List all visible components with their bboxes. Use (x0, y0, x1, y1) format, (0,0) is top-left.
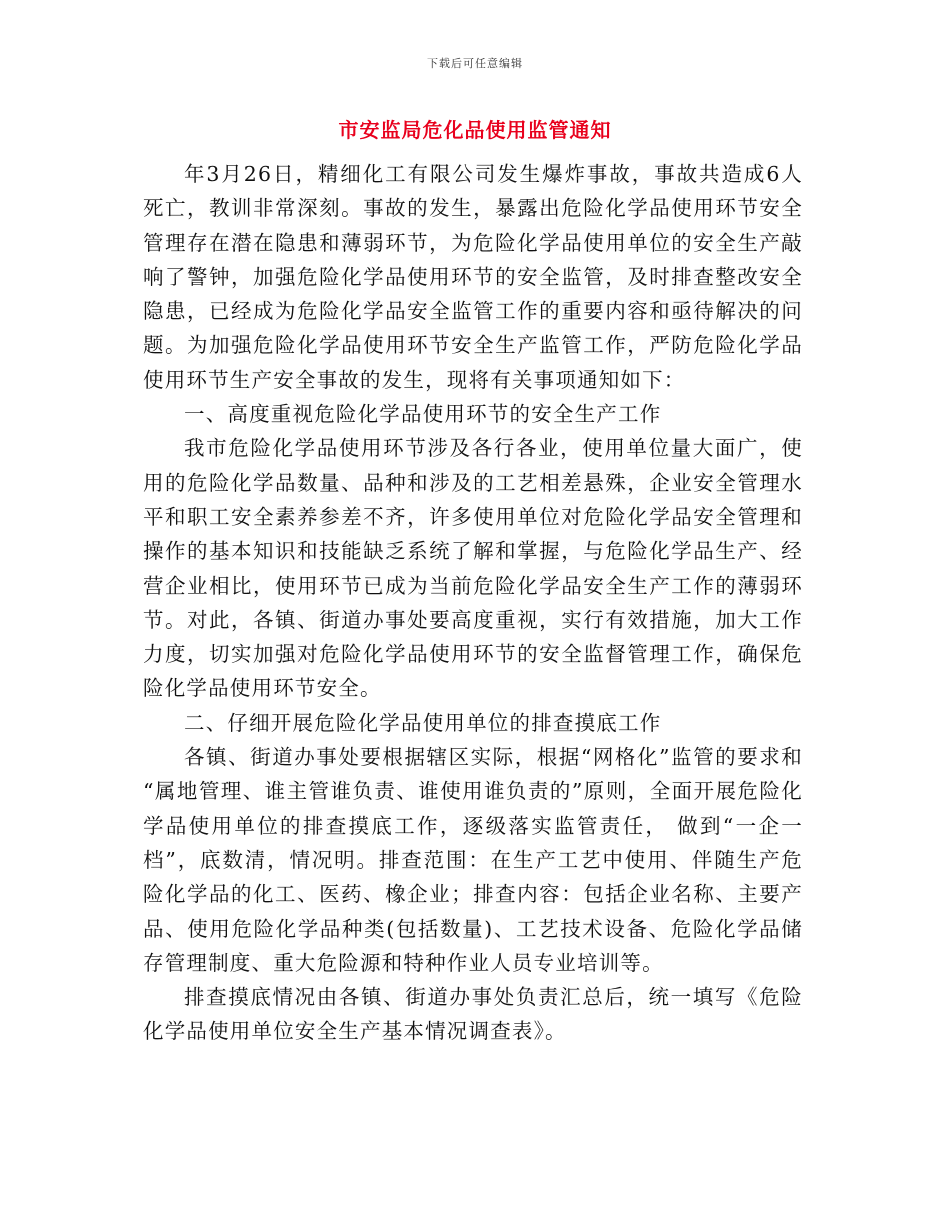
section-heading-1: 一、高度重视危险化学品使用环节的安全生产工作 (184, 402, 662, 427)
paragraph-intro: 年3月26日，精细化工有限公司发生爆炸事故，事故共造成6人死亡，教训非常深刻。事故的发生，暴露出危险化学品使用环节安全管理存在潜在隐患和薄弱环节，为危险化学品使用单位的安全生产敲响了警钟，加强危险化学品使用环节的安全监管，及时排查整改安全隐患，已经成为危险化学品安全监管工作的重要内容和亟待解决的问题。为加强危险化学品使用环节安全生产监管工作，严防危险化学品使用环节生产安全事故的发生，现将有关事项通知如下： (143, 162, 803, 392)
document-title: 市安监局危化品使用监管通知 (338, 118, 612, 142)
paragraph-summary: 排查摸底情况由各镇、街道办事处负责汇总后，统一填写《危险化学品使用单位安全生产基本情况调查表》。 (143, 985, 803, 1044)
header-note: 下载后可任意编辑 (427, 57, 523, 70)
document-body (143, 157, 803, 1049)
paragraph-section-1: 我市危险化学品使用环节涉及各行各业，使用单位量大面广，使用的危险化学品数量、品种和涉及的工艺相差悬殊，企业安全管理水平和职工安全素养参差不齐，许多使用单位对危险化学品安全管理和操作的基本知识和技能缺乏系统了解和掌握，与危险化学品生产、经营企业相比，使用环节已成为当前危险化学品安全生产工作的薄弱环节。对此，各镇、街道办事处要高度重视，实行有效措施，加大工作力度，切实加强对危险化学品使用环节的安全监督管理工作，确保危险化学品使用环节安全。 (143, 436, 803, 701)
paragraph-section-2: 各镇、街道办事处要根据辖区实际，根据“网格化”监管的要求和 “属地管理、谁主管谁负责、谁使用谁负责的”原则，全面开展危险化学品使用单位的排查摸底工作，逐级落实监管责任， 做到“一企一档”，底数清，情况明。排查范围：在生产工艺中使用、伴随生产危险化学品的化工、医药、橡企业；排查内容：包括企业名称、主要产品、使用危险化学品种类(包括数量)、工艺技术设备、危险化学品储存管理制度、重大危险源和特种作业人员专业培训等。 (143, 745, 803, 975)
section-heading-2: 二、仔细开展危险化学品使用单位的排查摸底工作 (184, 710, 662, 735)
